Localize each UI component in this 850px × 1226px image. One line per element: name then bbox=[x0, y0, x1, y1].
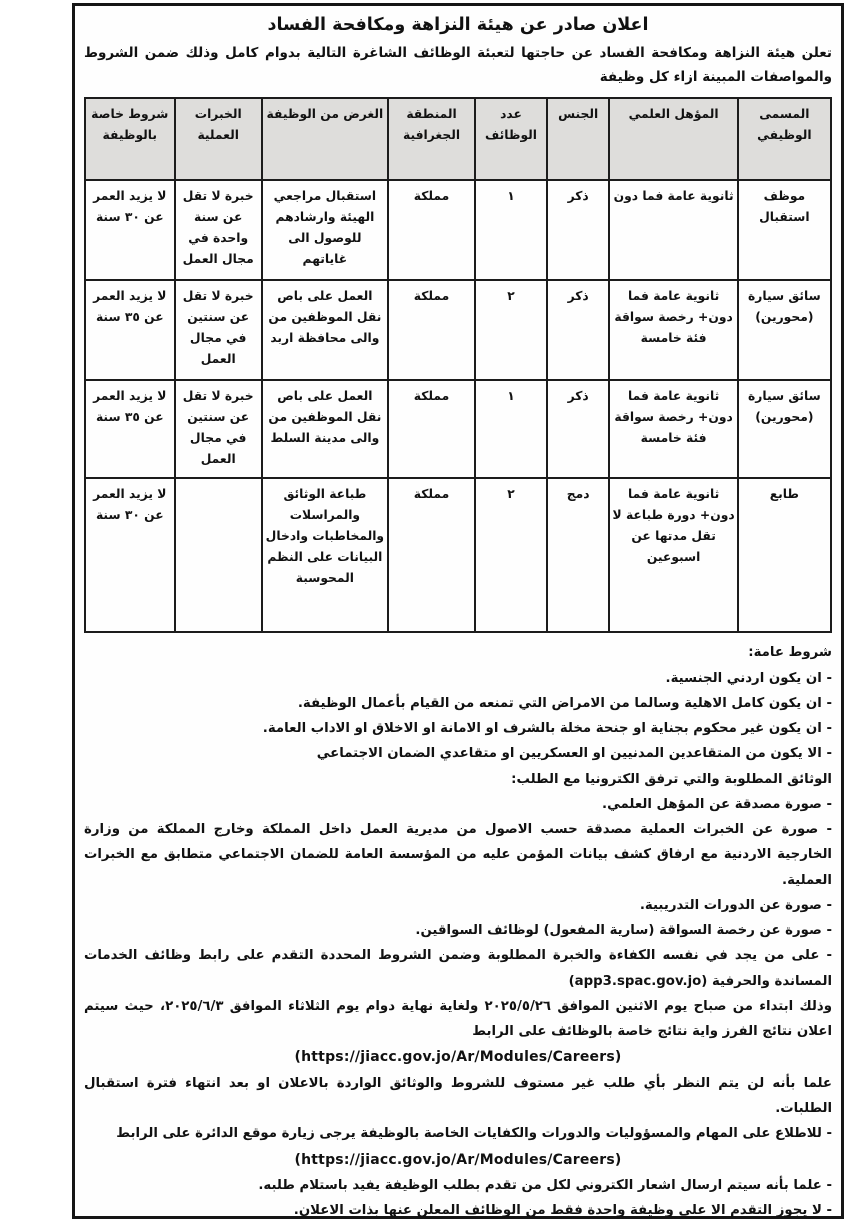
note-tasks-info: - للاطلاع على المهام والمسؤوليات والدورات والكفايات الخاصة بالوظيفة يرجى زيارة موقع الدائرة على الرابط bbox=[116, 1126, 832, 1142]
cell-experience: خبرة لا تقل عن سنتين في مجال العمل bbox=[175, 380, 262, 478]
application-dates: وذلك ابتداء من صباح يوم الاثنين الموافق ٢٠٢٥/٥/٢٦ ولغاية نهاية دوام يوم الثلاثاء الموافق ٢٠٢٥/٦/٣، حيث سيتم اعلان نتائج الفرز واية نتائج خاصة بالوظائف على الرابط bbox=[84, 998, 832, 1039]
cell-special-conditions: لا يزيد العمر عن ٣٥ سنة bbox=[85, 280, 175, 380]
cell-purpose: العمل على باص نقل الموظفين من والى محافظة اربد bbox=[262, 280, 388, 380]
condition-item: - ان يكون كامل الاهلية وسالما من الامراض التي تمنعه من القيام بأعمال الوظيفة. bbox=[297, 695, 832, 711]
cell-region: مملكة bbox=[388, 280, 475, 380]
col-header-special-conditions: شروط خاصة بالوظيفة bbox=[85, 98, 175, 180]
cell-gender: دمج bbox=[547, 478, 610, 632]
announcement-intro: تعلن هيئة النزاهة ومكافحة الفساد عن حاجتها لتعبئة الوظائف الشاغرة التالية بدوام كامل وذلك ضمن الشروط والمواصفات المبينة ازاء كل وظيفة bbox=[84, 45, 832, 85]
document-item: - صورة مصدقة عن المؤهل العلمي. bbox=[602, 796, 832, 812]
cell-purpose: استقبال مراجعي الهيئة وارشادهم للوصول الى غاياتهم bbox=[262, 180, 388, 280]
document-item: - صورة عن رخصة السواقة (سارية المفعول) لوظائف السواقين. bbox=[415, 923, 832, 938]
note-single-job-only: - لا يجوز التقدم الا على وظيفة واحدة فقط من الوظائف المعلن عنها بذات الاعلان. bbox=[293, 1203, 832, 1219]
condition-item: - الا يكون من المتقاعدين المدنيين او العسكريين او متقاعدي الضمان الاجتماعي bbox=[316, 746, 832, 762]
condition-item: - ان يكون غير محكوم بجناية او جنحة مخلة بالشرف او الامانة او الاخلاق او الاداب العامة. bbox=[262, 721, 832, 736]
cell-region: مملكة bbox=[388, 478, 475, 632]
required-documents-title: الوثائق المطلوبة والتي ترفق الكترونيا مع الطلب: bbox=[511, 771, 832, 787]
cell-region: مملكة bbox=[388, 180, 475, 280]
apply-instruction: - على من يجد في نفسه الكفاءة والخبرة المطلوبة وضمن الشروط المحددة التقدم على رابط وظائف الخدمات المساندة والحرفية (app3.spac.gov.jo) bbox=[84, 948, 832, 989]
cell-purpose: العمل على باص نقل الموظفين من والى مدينة السلط bbox=[262, 380, 388, 478]
cell-purpose: طباعة الوثائق والمراسلات والمخاطبات وادخال البيانات على النظم المحوسبة bbox=[262, 478, 388, 632]
col-header-vacancy-count: عدد الوظائف bbox=[475, 98, 547, 180]
note-incomplete-applications: علما بأنه لن يتم النظر بأي طلب غير مستوف للشروط والوثائق الواردة بالاعلان او بعد انتهاء فترة استقبال الطلبات. bbox=[84, 1075, 832, 1117]
cell-gender: ذكر bbox=[547, 380, 610, 478]
vacancies-table bbox=[84, 97, 832, 633]
col-header-job-title: المسمى الوظيفي bbox=[738, 98, 831, 180]
table-header-row bbox=[85, 98, 831, 180]
cell-gender: ذكر bbox=[547, 280, 610, 380]
cell-vacancy-count: ١ bbox=[475, 180, 547, 280]
cell-vacancy-count: ١ bbox=[475, 380, 547, 478]
careers-url: (https://jiacc.gov.jo/Ar/Modules/Careers) bbox=[294, 1151, 622, 1168]
cell-special-conditions: لا يزيد العمر عن ٣٥ سنة bbox=[85, 380, 175, 478]
document-item: - صورة عن الدورات التدريبية. bbox=[639, 897, 832, 913]
announcement-body bbox=[84, 640, 832, 1223]
condition-item: - ان يكون اردني الجنسية. bbox=[665, 670, 832, 686]
cell-qualification: ثانوية عامة فما دون+ رخصة سواقة فئة خامسة bbox=[609, 280, 737, 380]
cell-job-title: طابع bbox=[738, 478, 831, 632]
cell-job-title: سائق سيارة (محورين) bbox=[738, 380, 831, 478]
cell-experience bbox=[175, 478, 262, 632]
cell-experience: خبرة لا تقل عن سنة واحدة في مجال العمل bbox=[175, 180, 262, 280]
col-header-qualification: المؤهل العلمي bbox=[609, 98, 737, 180]
document-item: - صورة عن الخبرات العملية مصدقة حسب الاصول من مديرية العمل داخل المملكة وخارج المملكة من وزارة الخارجية الاردنية مع ارفاق كشف بيانات المؤمن عليه من المؤسسة العامة للضمان الاجتماعي متطابق مع الخبرات العملية. bbox=[84, 822, 832, 888]
table-row bbox=[85, 478, 831, 632]
cell-vacancy-count: ٢ bbox=[475, 280, 547, 380]
cell-special-conditions: لا يزيد العمر عن ٣٠ سنة bbox=[85, 180, 175, 280]
col-header-experience: الخبرات العملية bbox=[175, 98, 262, 180]
cell-qualification: ثانوية عامة فما دون bbox=[609, 180, 737, 280]
table-row bbox=[85, 280, 831, 380]
cell-gender: ذكر bbox=[547, 180, 610, 280]
general-conditions-title: شروط عامة: bbox=[748, 645, 832, 661]
announcement-frame bbox=[72, 3, 844, 1219]
note-receipt-notification: - علما بأنه سيتم ارسال اشعار الكتروني لكل من تقدم بطلب الوظيفة يفيد باستلام طلبه. bbox=[258, 1178, 832, 1194]
table-row bbox=[85, 180, 831, 280]
col-header-gender: الجنس bbox=[547, 98, 610, 180]
announcement-title: اعلان صادر عن هيئة النزاهة ومكافحة الفساد bbox=[267, 15, 649, 35]
cell-job-title: موظف استقبال bbox=[738, 180, 831, 280]
cell-vacancy-count: ٢ bbox=[475, 478, 547, 632]
col-header-purpose: الغرض من الوظيفة bbox=[262, 98, 388, 180]
cell-job-title: سائق سيارة (محورين) bbox=[738, 280, 831, 380]
col-header-region: المنطقة الجغرافية bbox=[388, 98, 475, 180]
cell-region: مملكة bbox=[388, 380, 475, 478]
cell-qualification: ثانوية عامة فما دون+ رخصة سواقة فئة خامسة bbox=[609, 380, 737, 478]
cell-qualification: ثانوية عامة فما دون+ دورة طباعة لا تقل مدتها عن اسبوعين bbox=[609, 478, 737, 632]
cell-experience: خبرة لا تقل عن سنتين في مجال العمل bbox=[175, 280, 262, 380]
table-row bbox=[85, 380, 831, 478]
careers-url: (https://jiacc.gov.jo/Ar/Modules/Careers) bbox=[294, 1049, 622, 1066]
cell-special-conditions: لا يزيد العمر عن ٣٠ سنة bbox=[85, 478, 175, 632]
